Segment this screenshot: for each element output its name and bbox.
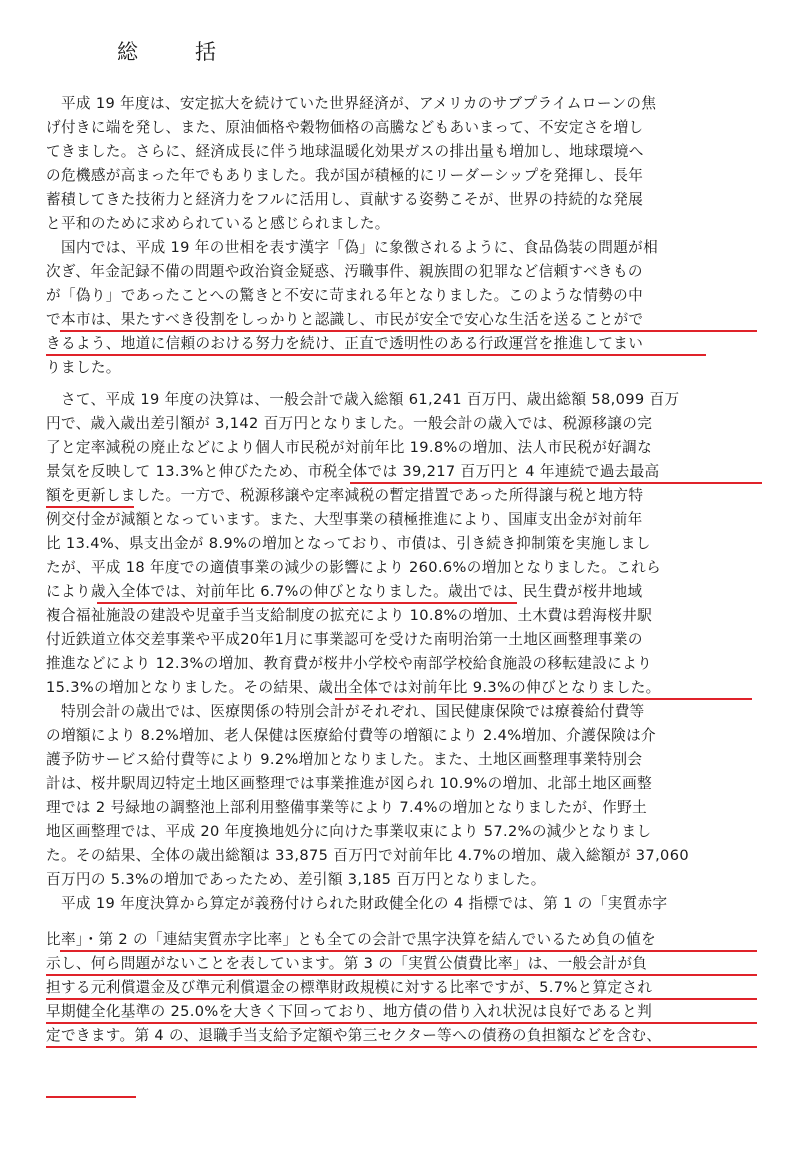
text-line: 示し、何ら問題がないことを表しています。第 3 の「実質公債費比率」は、一般会計が負 [46,955,648,972]
text-line: 例交付金が減額となっています。また、大型事業の積極推進により、国庫支出金が対前年 [46,511,643,528]
text-line: 担する元利償還金及び準元利償還金の標準財政規模に対する比率ですが、5.7%と算定され [46,979,653,996]
text-line: と平和のために求められていると感じられました。 [46,215,390,232]
text-line: 平成 19 年度決算から算定が義務付けられた財政健全化の 4 指標では、第 1 の「実質赤字 [46,895,668,912]
text-line: 国内では、平成 19 年の世相を表す漢字「偽」に象徴されるように、食品偽装の問題が相 [46,239,659,256]
text-line: 蓄積してきた技術力と経済力をフルに活用し、貢献する姿勢こそが、世界の持続的な発展 [46,191,644,208]
text-line: さて、平成 19 年度の決算は、一般会計で歳入総額 61,241 百万円、歳出総額 58,099 百万 [46,391,680,408]
red-underline [46,506,134,508]
text-line: 理では 2 号緑地の調整池上部利用整備事業等により 7.4%の増加となりましたが、作野土 [46,799,648,816]
red-underline [97,602,517,604]
text-line: 百万円の 5.3%の増加であったため、差引額 3,185 百万円となりました。 [46,871,546,888]
text-line: 景気を反映して 13.3%と伸びたため、市税全体では 39,217 百万円と 4 年連続で過去最高 [46,463,660,480]
text-line: 15.3%の増加となりました。その結果、歳出全体では対前年比 9.3%の伸びとなりました。 [46,679,661,696]
red-underline [60,950,757,952]
text-line: た。その結果、全体の歳出総額は 33,875 百万円で対前年比 4.7%の増加、歳入総額が 37,060 [46,847,689,864]
page-title: 総 括 [117,40,234,64]
red-underline [60,330,757,332]
text-line: きるよう、地道に信頼のおける努力を続け、正直で透明性のある行政運営を推進してまい [46,335,644,352]
text-line: げ付きに端を発し、また、原油価格や穀物価格の高騰などもあいまって、不安定さを増し [46,119,644,136]
text-line: 了と定率減税の廃止などにより個人市民税が対前年比 19.8%の増加、法人市民税が好調な [46,439,653,456]
text-line: 計は、桜井駅周辺特定土地区画整理では事業推進が図られ 10.9%の増加、北部土地区画整 [46,775,653,792]
text-line: てきました。さらに、経済成長に伴う地球温暖化効果ガスの排出量も増加し、地球環境へ [46,143,644,160]
text-line: 次ぎ、年金記録不備の問題や政治資金疑惑、汚職事件、親族間の犯罪など信頼すべきもの [46,263,643,280]
text-line: 地区画整理では、平成 20 年度換地処分に向けた事業収束により 57.2%の減少となりまし [46,823,652,840]
text-line: 付近鉄道立体交差事業や平成20年1月に事業認可を受けた南明治第一土地区画整理事業の [46,631,643,648]
text-line: 定できます。第 4 の、退職手当支給予定額や第三セクター等への債務の負担額などを含む、 [46,1027,662,1044]
text-line: りました。 [46,359,121,376]
text-line: 円で、歳入歳出差引額が 3,142 百万円となりました。一般会計の歳入では、税源移譲の完 [46,415,653,432]
text-line: 早期健全化基準の 25.0%を大きく下回っており、地方債の借り入れ状況は良好であると判 [46,1003,653,1020]
red-underline [335,698,752,700]
red-underline [46,998,757,1000]
text-line: 推進などにより 12.3%の増加、教育費が桜井小学校や南部学校給食施設の移転建設により [46,655,653,672]
text-line: の増額により 8.2%増加、老人保健は医療給付費等の増額により 2.4%増加、介護保険は介 [46,727,656,744]
red-underline [46,974,757,976]
text-line: 比率」・第 2 の「連結実質赤字比率」とも全ての会計で黒字決算を結んでいるため負の値を [46,931,657,948]
text-line: の危機感が高まった年でもありました。我が国が積極的にリーダーシップを発揮し、長年 [46,167,644,184]
text-line: により歳入全体では、対前年比 6.7%の伸びとなりました。歳出では、民生費が桜井地域 [46,583,643,600]
text-line: 特別会計の歳出では、医療関係の特別会計がそれぞれ、国民健康保険では療養給付費等 [46,703,645,720]
text-line: 平成 19 年度は、安定拡大を続けていた世界経済が、アメリカのサブプライムローンの焦 [46,95,657,112]
text-line: 比 13.4%、県支出金が 8.9%の増加となっており、市債は、引き続き抑制策を実施しまし [46,535,651,552]
text-line: で本市は、果たすべき役割をしっかりと認識し、市民が安全で安心な生活を送ることがで [46,311,644,328]
text-line: 額を更新しました。一方で、税源移譲や定率減税の暫定措置であった所得譲与税と地方特 [46,487,644,504]
text-line: が「偽り」であったことへの驚きと不安に苛まれる年となりました。このような情勢の中 [46,287,644,304]
text-line: たが、平成 18 年度での適債事業の減少の影響により 260.6%の増加となりました。これら [46,559,662,576]
red-underline [46,1022,757,1024]
red-underline [46,1046,757,1048]
red-underline [350,482,762,484]
red-underline [46,354,706,356]
red-underline [46,1096,136,1098]
text-line: 複合福祉施設の建設や児童手当支給制度の拡充により 10.8%の増加、土木費は碧海桜井駅 [46,607,653,624]
text-line: 護予防サービス給付費等により 9.2%増加となりました。また、土地区画整理事業特別会 [46,751,643,768]
